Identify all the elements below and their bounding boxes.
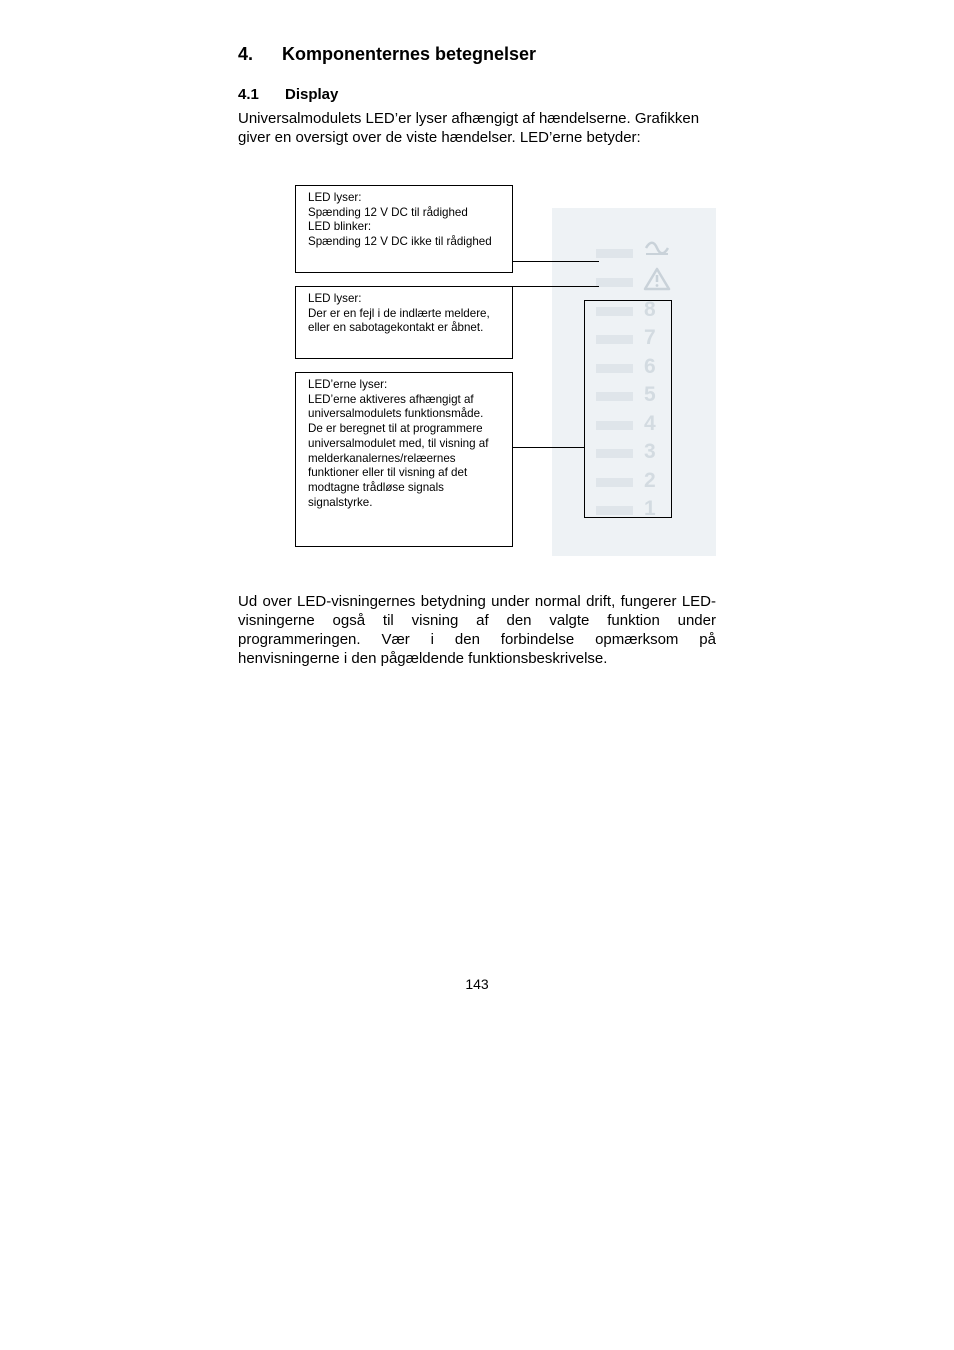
channel-leds-frame (584, 300, 672, 518)
outro-paragraph: Ud over LED-visningernes betydning under normal drift, fungerer LED-visningerne også til visning af den valgte funktion under programmeringen. Vær i den forbindelse opmærksom på henvisningerne i den pågældende funktionsbeskrivelse. (238, 593, 716, 667)
intro-paragraph: Universalmodulets LED’er lyser afhængigt af hændelserne. Grafikken giver en oversigt over de viste hændelser. LED’erne betyder: (238, 110, 700, 146)
power-wave-icon (644, 238, 670, 258)
callout-line: De er beregnet til at programmere universalmodulet med, til visning af melderkanalernes/relæernes funktioner eller til visning af det modtagne trådløse signals signalstyrke. (308, 422, 489, 509)
channel-number-5: 5 (644, 383, 656, 406)
callout-power-led (295, 185, 513, 273)
power-led (596, 249, 633, 258)
callout-line: Spænding 12 V DC til rådighed (308, 205, 468, 219)
fault-led (596, 278, 633, 287)
connector-line-power (513, 261, 599, 262)
callout-channel-leds (295, 372, 513, 547)
channel-number-2: 2 (644, 469, 656, 492)
callout-line: LED’erne lyser: (308, 378, 388, 391)
connector-line-fault (513, 286, 599, 287)
callout-line: LED’erne aktiveres afhængigt af universalmodulets funktionsmåde. (308, 392, 484, 421)
channel-number-8: 8 (644, 298, 656, 321)
channel-number-4: 4 (644, 412, 656, 435)
channel-number-1: 1 (644, 497, 656, 520)
section-title: Komponenternes betegnelser (282, 44, 537, 64)
callout-line: LED lyser: (308, 292, 362, 305)
channel-number-3: 3 (644, 440, 656, 463)
callout-line: Spænding 12 V DC ikke til rådighed (308, 235, 492, 249)
subsection-number: 4.1 (238, 86, 259, 103)
connector-line-channels (513, 447, 584, 448)
channel-number-6: 6 (644, 355, 656, 378)
subsection-title: Display (285, 86, 339, 103)
channel-number-7: 7 (644, 326, 656, 349)
warning-triangle-icon (643, 267, 671, 291)
section-number: 4. (238, 44, 254, 64)
callout-line: LED blinker: (308, 220, 372, 234)
page-number: 143 (465, 976, 489, 992)
callout-line: LED lyser: (308, 191, 362, 204)
callout-fault-led (295, 286, 513, 359)
callout-line: Der er en fejl i de indlærte meldere, eller en sabotagekontakt er åbnet. (308, 306, 490, 335)
